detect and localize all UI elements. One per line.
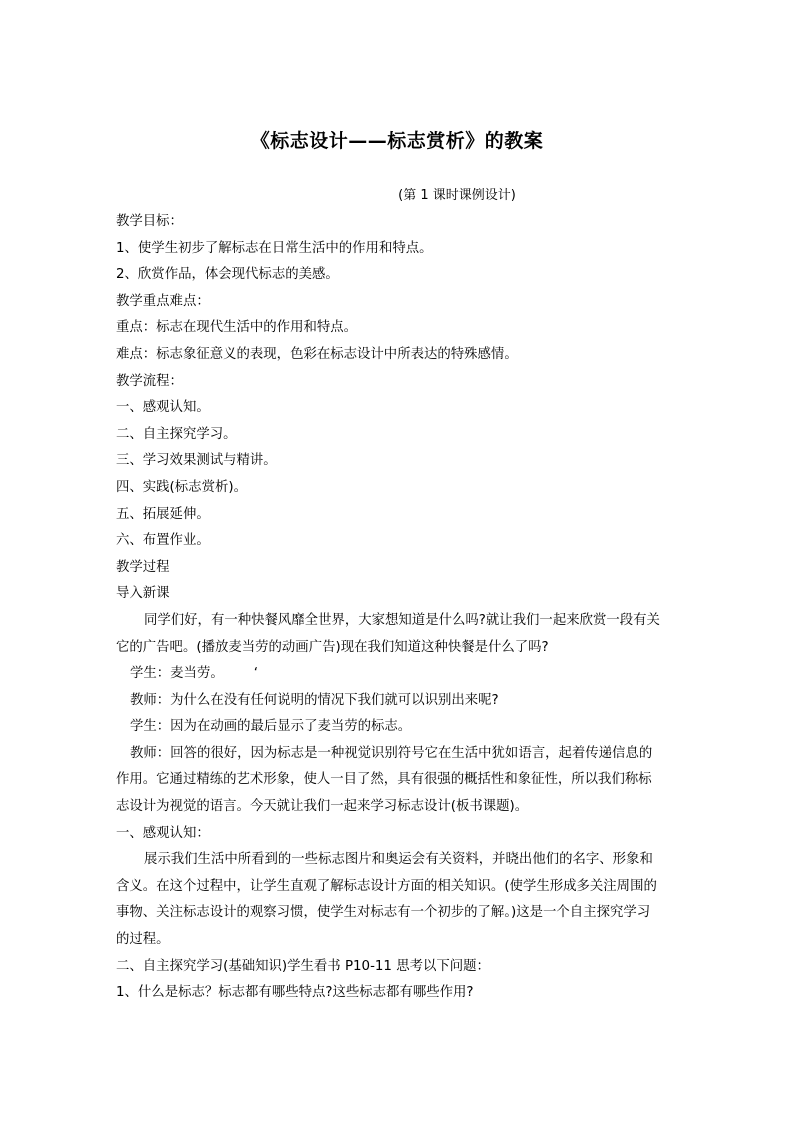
flow-step: 一、感观认知。	[116, 400, 210, 416]
flow-heading: 教学流程：	[116, 373, 183, 389]
flow-step: 二、自主探究学习。	[116, 426, 237, 442]
document-body	[116, 209, 680, 1007]
flow-step: 六、布置作业。	[116, 533, 210, 549]
objective-item: 2、欣赏作品，体会现代标志的美感。	[116, 267, 339, 283]
section1-paragraph-line: 展示我们生活中所看到的一些标志图片和奥运会有关资料，并晓出他们的名字、形象和	[144, 852, 653, 868]
section2-heading: 二、自主探究学习(基础知识)学生看书 P10-11 思考以下问题：	[116, 958, 490, 974]
key-point-focus: 重点：标志在现代生活中的作用和特点。	[116, 320, 358, 336]
section1-heading: 一、感观认知：	[116, 825, 210, 841]
dialogue-student	[116, 661, 680, 688]
intro-paragraph-line: 它的广告吧。(播放麦当劳的动画广告)现在我们知道这种快餐是什么了吗?	[116, 639, 549, 655]
dialogue-teacher-cont: 志设计为视觉的语言。今天就让我们一起来学习标志设计(板书课题)。	[116, 799, 529, 815]
dialogue-teacher: 教师：回答的很好，因为标志是一种视觉识别符号它在生活中犹如语言，起着传递信息的	[130, 745, 653, 761]
dialogue-teacher: 教师：为什么在没有任何说明的情况下我们就可以识别出来呢?	[130, 692, 499, 708]
section2-question: 1、什么是标志？标志都有哪些特点?这些标志都有哪些作用?	[116, 985, 474, 1001]
section1-paragraph-line: 的过程。	[116, 932, 170, 948]
intro-heading: 导入新课	[116, 586, 170, 602]
flow-step: 四、实践(标志赏析)。	[116, 479, 247, 495]
objective-item: 1、使学生初步了解标志在日常生活中的作用和特点。	[116, 240, 433, 256]
objectives-heading: 教学目标：	[116, 214, 183, 229]
stray-mark: ‘	[253, 666, 258, 682]
intro-paragraph-line: 同学们好，有一种快餐风靡全世界，大家想知道是什么吗?就让我们一起来欣赏一段有关	[144, 612, 660, 628]
flow-step: 三、学习效果测试与精讲。	[116, 453, 277, 469]
key-point-difficulty: 难点：标志象征意义的表现，色彩在标志设计中所表达的特殊感情。	[116, 346, 518, 362]
dialogue-student: 学生：因为在动画的最后显示了麦当劳的标志。	[130, 719, 412, 735]
document-title: 《标志设计——标志赏析》的教案	[250, 130, 544, 152]
section1-paragraph-line: 事物、关注标志设计的观察习惯，使学生对标志有一个初步的了解。)这是一个自主探究学习	[116, 905, 651, 921]
flow-step: 五、拓展延伸。	[116, 506, 210, 522]
dialogue-student-text: 学生：麦当劳。	[130, 666, 224, 682]
dialogue-teacher-cont: 作用。它通过精练的艺术形象，使人一目了然，具有很强的概括性和象征性，所以我们称标	[116, 772, 652, 788]
key-points-heading: 教学重点难点：	[116, 293, 210, 309]
document-subtitle: (第 1 课时课例设计)	[398, 188, 516, 203]
process-heading: 教学过程	[116, 559, 170, 575]
section1-paragraph-line: 含义。在这个过程中，让学生直观了解标志设计方面的相关知识。(使学生形成多关注周围的	[116, 878, 657, 894]
